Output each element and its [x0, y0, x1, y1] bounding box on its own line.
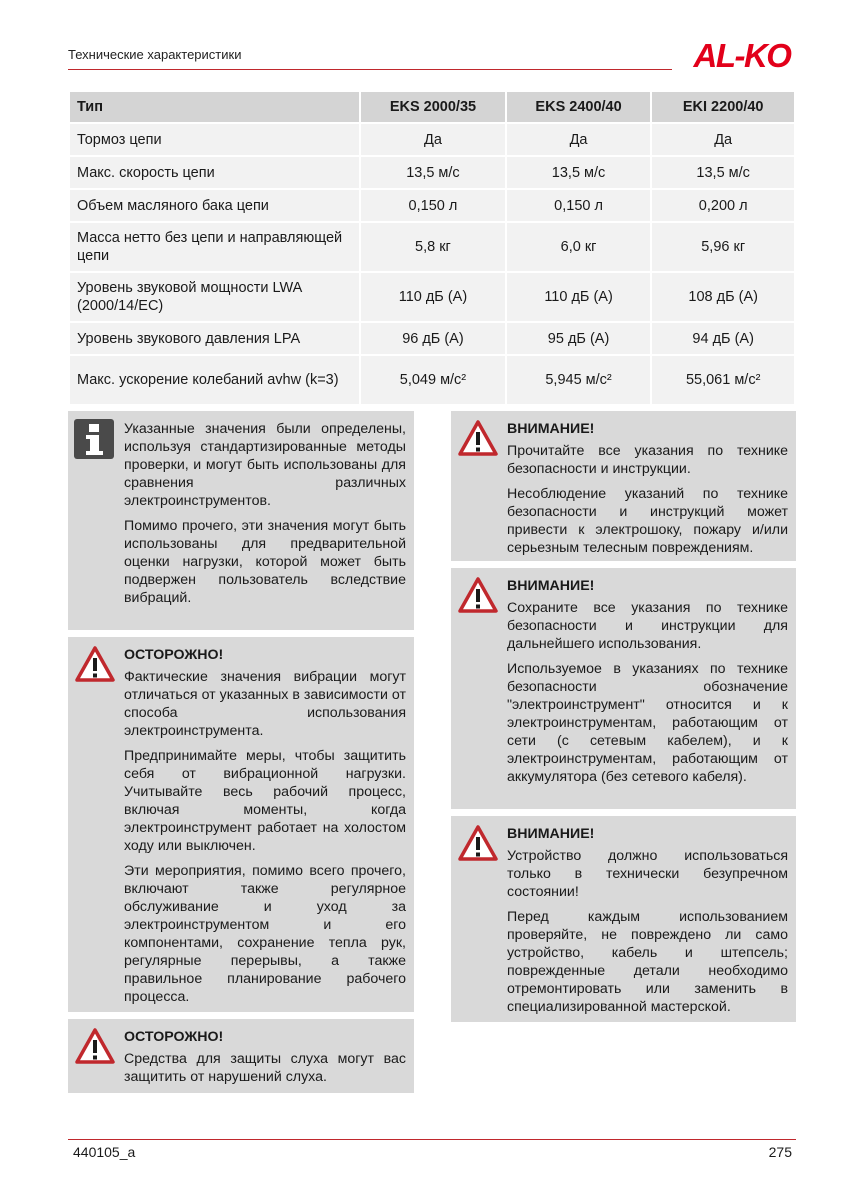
table-row — [69, 355, 795, 405]
warning-note — [451, 816, 796, 1022]
table-row — [69, 189, 795, 222]
note-paragraph: Фактические значения вибрации могут отличаться от указанных в зависимости от способа использования электроинструмента. — [124, 669, 406, 739]
table-cell: 0,150 л — [360, 189, 506, 222]
table-row — [69, 156, 795, 189]
table-cell: 94 дБ (A) — [651, 322, 795, 355]
column-header-type: Тип — [69, 91, 360, 123]
warning-triangle-icon — [457, 576, 499, 614]
table-cell: 5,049 м/с² — [360, 355, 506, 405]
row-label: Макс. ускорение колебаний avhw (k=3) — [69, 355, 360, 405]
row-label: Объем масляного бака цепи — [69, 189, 360, 222]
info-icon — [74, 419, 114, 459]
table-cell: 5,945 м/с² — [506, 355, 652, 405]
row-label: Уровень звукового давления LPA — [69, 322, 360, 355]
table-cell: 110 дБ (A) — [360, 272, 506, 322]
table-row — [69, 322, 795, 355]
info-note — [68, 411, 414, 630]
table-cell: Да — [506, 123, 652, 156]
warning-triangle-icon — [74, 1027, 116, 1065]
document-code: 440105_a — [73, 1144, 136, 1160]
note-paragraph: Средства для защиты слуха могут вас защитить от нарушений слуха. — [124, 1051, 406, 1085]
table-cell: 5,96 кг — [651, 222, 795, 272]
page-section-title: Технические характеристики — [68, 47, 242, 62]
note-title: ОСТОРОЖНО! — [124, 1029, 224, 1045]
warning-triangle-icon — [457, 824, 499, 862]
note-paragraph: Предпринимайте меры, чтобы защитить себя от вибрационной нагрузки. Учитывайте весь рабочий процесс, включая моменты, когда электроинструмент работает на холостом ходу или выключен. — [124, 748, 406, 854]
warning-note — [451, 568, 796, 809]
table-cell: 13,5 м/с — [360, 156, 506, 189]
note-title: ВНИМАНИЕ! — [507, 421, 595, 437]
note-title: ОСТОРОЖНО! — [124, 647, 224, 663]
note-paragraph: Устройство должно использоваться только в технически безупречном состоянии! — [507, 848, 788, 900]
warning-triangle-icon — [457, 419, 499, 457]
note-paragraph: Сохраните все указания по технике безопасности и инструкции для дальнейшего использования. — [507, 600, 788, 652]
table-cell: 5,8 кг — [360, 222, 506, 272]
table-cell: 95 дБ (A) — [506, 322, 652, 355]
caution-note — [68, 637, 414, 1012]
header-divider — [68, 69, 672, 70]
table-header-row — [69, 91, 795, 123]
note-paragraph: Прочитайте все указания по технике безопасности и инструкции. — [507, 443, 788, 477]
info-paragraph: Указанные значения были определены, используя стандартизированные методы проверки, и могут быть использованы для сравнения различных электроинструментов. — [124, 421, 406, 509]
row-label: Масса нетто без цепи и направляющей цепи — [69, 222, 360, 272]
note-title: ВНИМАНИЕ! — [507, 578, 595, 594]
table-cell: 108 дБ (A) — [651, 272, 795, 322]
specs-table — [68, 90, 796, 406]
info-paragraph: Помимо прочего, эти значения могут быть использованы для предварительной оценки нагрузки, которой может быть подвержен пользователь вследствие вибраций. — [124, 518, 406, 606]
table-cell: 13,5 м/с — [651, 156, 795, 189]
table-row — [69, 222, 795, 272]
alko-logo-text: AL-KO — [693, 38, 791, 74]
table-cell: 6,0 кг — [506, 222, 652, 272]
footer-divider — [68, 1139, 796, 1140]
note-paragraph: Эти мероприятия, помимо всего прочего, включают также регулярное обслуживание и уход за электроинструментом и его компонентами, сохранение тепла рук, регулярные перерывы, а также правильное планирование рабочего процесса. — [124, 863, 406, 1005]
note-paragraph: Перед каждым использованием проверяйте, не повреждено ли само устройство, кабель и штепсель; поврежденные детали необходимо отремонтировать или заменить в специализированной мастерской. — [507, 909, 788, 1015]
column-header-model: EKS 2000/35 — [360, 91, 506, 123]
table-cell: Да — [360, 123, 506, 156]
table-cell: Да — [651, 123, 795, 156]
table-row — [69, 123, 795, 156]
note-paragraph: Несоблюдение указаний по технике безопасности и инструкций может привести к электрошоку, пожару и/или серьезным телесным повреждениям. — [507, 486, 788, 556]
column-header-model: EKI 2200/40 — [651, 91, 795, 123]
table-cell: 13,5 м/с — [506, 156, 652, 189]
note-title: ВНИМАНИЕ! — [507, 826, 595, 842]
table-row — [69, 272, 795, 322]
row-label: Уровень звуковой мощности LWA (2000/14/EC) — [69, 272, 360, 322]
table-cell: 110 дБ (A) — [506, 272, 652, 322]
table-cell: 55,061 м/с² — [651, 355, 795, 405]
warning-note — [451, 411, 796, 561]
alko-logo — [684, 38, 800, 74]
column-header-model: EKS 2400/40 — [506, 91, 652, 123]
table-cell: 0,150 л — [506, 189, 652, 222]
page-number: 275 — [768, 1144, 792, 1160]
row-label: Макс. скорость цепи — [69, 156, 360, 189]
caution-note — [68, 1019, 414, 1093]
table-cell: 96 дБ (A) — [360, 322, 506, 355]
warning-triangle-icon — [74, 645, 116, 683]
table-cell: 0,200 л — [651, 189, 795, 222]
row-label: Тормоз цепи — [69, 123, 360, 156]
note-paragraph: Используемое в указаниях по технике безопасности обозначение "электроинструмент" относится и к электроинструментам, работающим от сети (с сетевым кабелем), и к электроинструментам, работающим от аккумулятора (без сетевого кабеля). — [507, 661, 788, 785]
